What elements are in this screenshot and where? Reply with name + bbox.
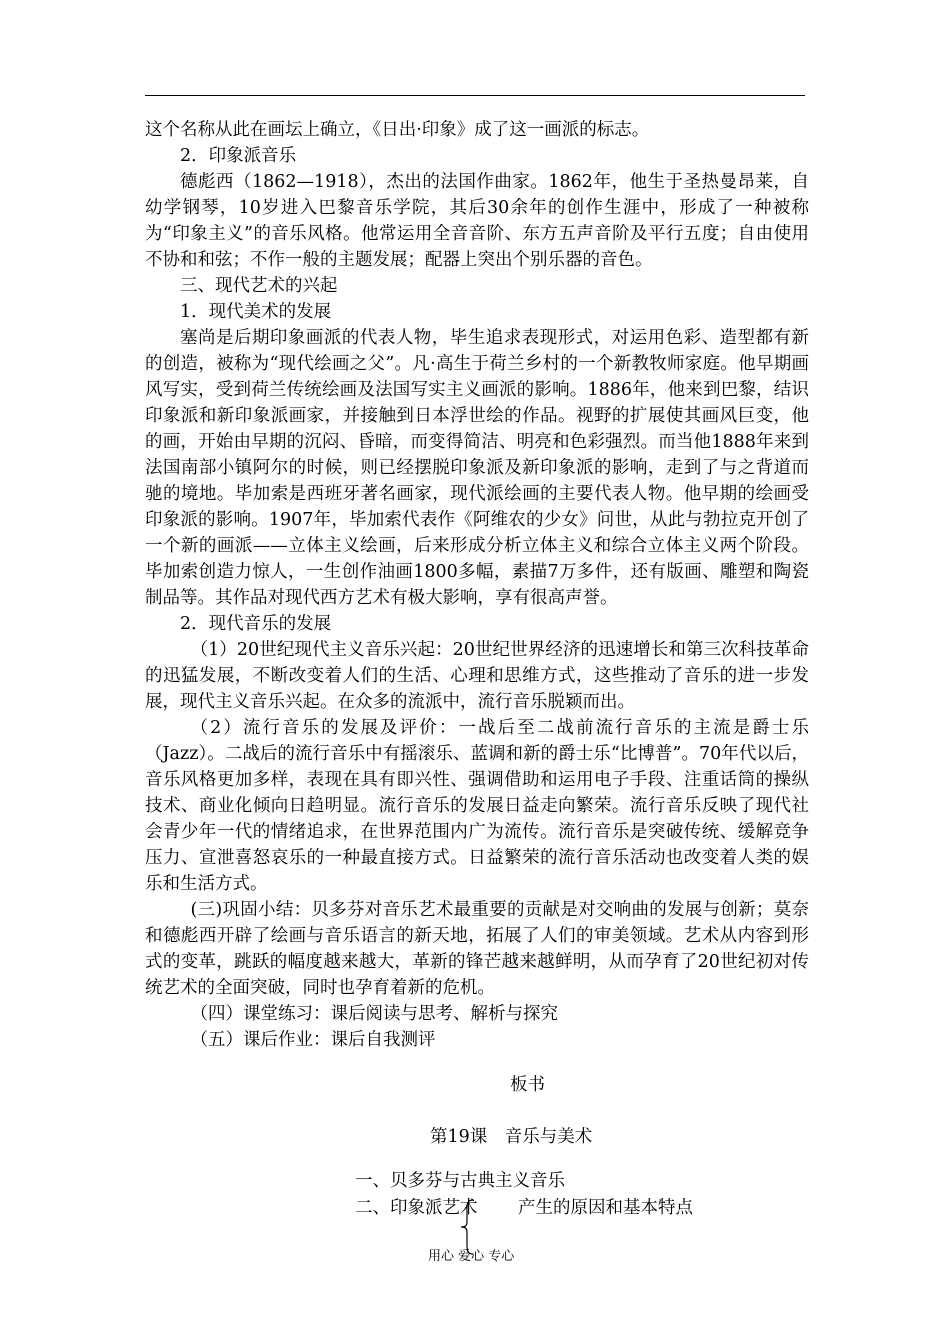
paragraph: （五）课后作业：课后自我测评	[190, 1030, 436, 1050]
document-body	[145, 117, 809, 1053]
section-heading: 三、现代艺术的兴起	[180, 276, 338, 296]
header-rule	[145, 95, 805, 96]
section-heading: 2．现代音乐的发展	[180, 614, 332, 634]
paragraph: 德彪西（1862—1918），杰出的法国作曲家。1862年，他生于圣热曼昂莱，自幼学钢琴，10岁进入巴黎音乐学院，其后30余年的创作生涯中，形成了一种被称为“印象主义”的音乐风格。他常运用全音音阶、东方五声音阶及平行五度；自由使用不协和和弦；不作一般的主题发展；配器上突出个别乐器的音色。	[145, 172, 809, 270]
board-item-1: 一、贝多芬与古典主义音乐	[355, 1171, 565, 1191]
section-heading: 1．现代美术的发展	[180, 302, 332, 322]
section-heading: 2．印象派音乐	[180, 146, 297, 166]
paragraph: （四）课堂练习：课后阅读与思考、解析与探究	[190, 1004, 558, 1024]
paragraph: (三)巩固小结：贝多芬对音乐艺术最重要的贡献是对交响曲的发展与创新；莫奈和德彪西开辟了绘画与音乐语言的新天地，拓展了人们的审美领域。艺术从内容到形式的变革，跳跃的幅度越来越大，革新的锋芒越来越鲜明，从而孕育了20世纪初对传统艺术的全面突破，同时也孕育着新的危机。	[145, 900, 809, 998]
paragraph: 塞尚是后期印象画派的代表人物，毕生追求表现形式，对运用色彩、造型都有新的创造，被称为“现代绘画之父”。凡·高生于荷兰乡村的一个新教牧师家庭。他早期画风写实，受到荷兰传统绘画及法国写实主义画派的影响。1886年，他来到巴黎，结识印象派和新印象派画家，并接触到日本浮世绘的作品。视野的扩展使其画风巨变，他的画，开始由早期的沉闷、昏暗，而变得简洁、明亮和色彩强烈。而当他1888年来到法国南部小镇阿尔的时候，则已经摆脱印象派及新印象派的影响，走到了与之背道而驰的境地。毕加索是西班牙著名画家，现代派绘画的主要代表人物。他早期的绘画受印象派的影响。1907年，毕加索代表作《阿维农的少女》问世，从此与勃拉克开创了一个新的画派——立体主义绘画，后来形成分析立体主义和综合立体主义两个阶段。毕加索创造力惊人，一生创作油画1800多幅，素描7万多件，还有版画、雕塑和陶瓷制品等。其作品对现代西方艺术有极大影响，享有很高声誉。	[145, 328, 809, 608]
board-heading: 板书	[510, 1075, 545, 1095]
board-lesson-title: 第19课 音乐与美术	[430, 1127, 593, 1147]
paragraph: （2）流行音乐的发展及评价：一战后至二战前流行音乐的主流是爵士乐（Jazz）。二战后的流行音乐中有摇滚乐、蓝调和新的爵士乐“比博普”。70年代以后，音乐风格更加多样，表现在具有即兴性、强调借助和运用电子手段、注重话筒的操纵技术、商业化倾向日趋明显。流行音乐的发展日益走向繁荣。流行音乐反映了现代社会青少年一代的情绪追求，在世界范围内广为流传。流行音乐是突破传统、缓解竞争压力、宣泄喜怒哀乐的一种最直接方式。日益繁荣的流行音乐活动也改变着人类的娱乐和生活方式。	[145, 718, 809, 894]
board-item-2: 二、印象派艺术	[355, 1198, 478, 1218]
board-item-2-branch: 产生的原因和基本特点	[518, 1198, 693, 1218]
page-footer: 用心 爱心 专心	[428, 1249, 515, 1264]
paragraph: 这个名称从此在画坛上确立，《日出·印象》成了这一画派的标志。	[145, 120, 650, 140]
paragraph: （1）20世纪现代主义音乐兴起：20世纪世界经济的迅速增长和第三次科技革命的迅猛发展，不断改变着人们的生活、心理和思维方式，这些推动了音乐的进一步发展，现代主义音乐兴起。在众多的流派中，流行音乐脱颖而出。	[145, 640, 809, 712]
